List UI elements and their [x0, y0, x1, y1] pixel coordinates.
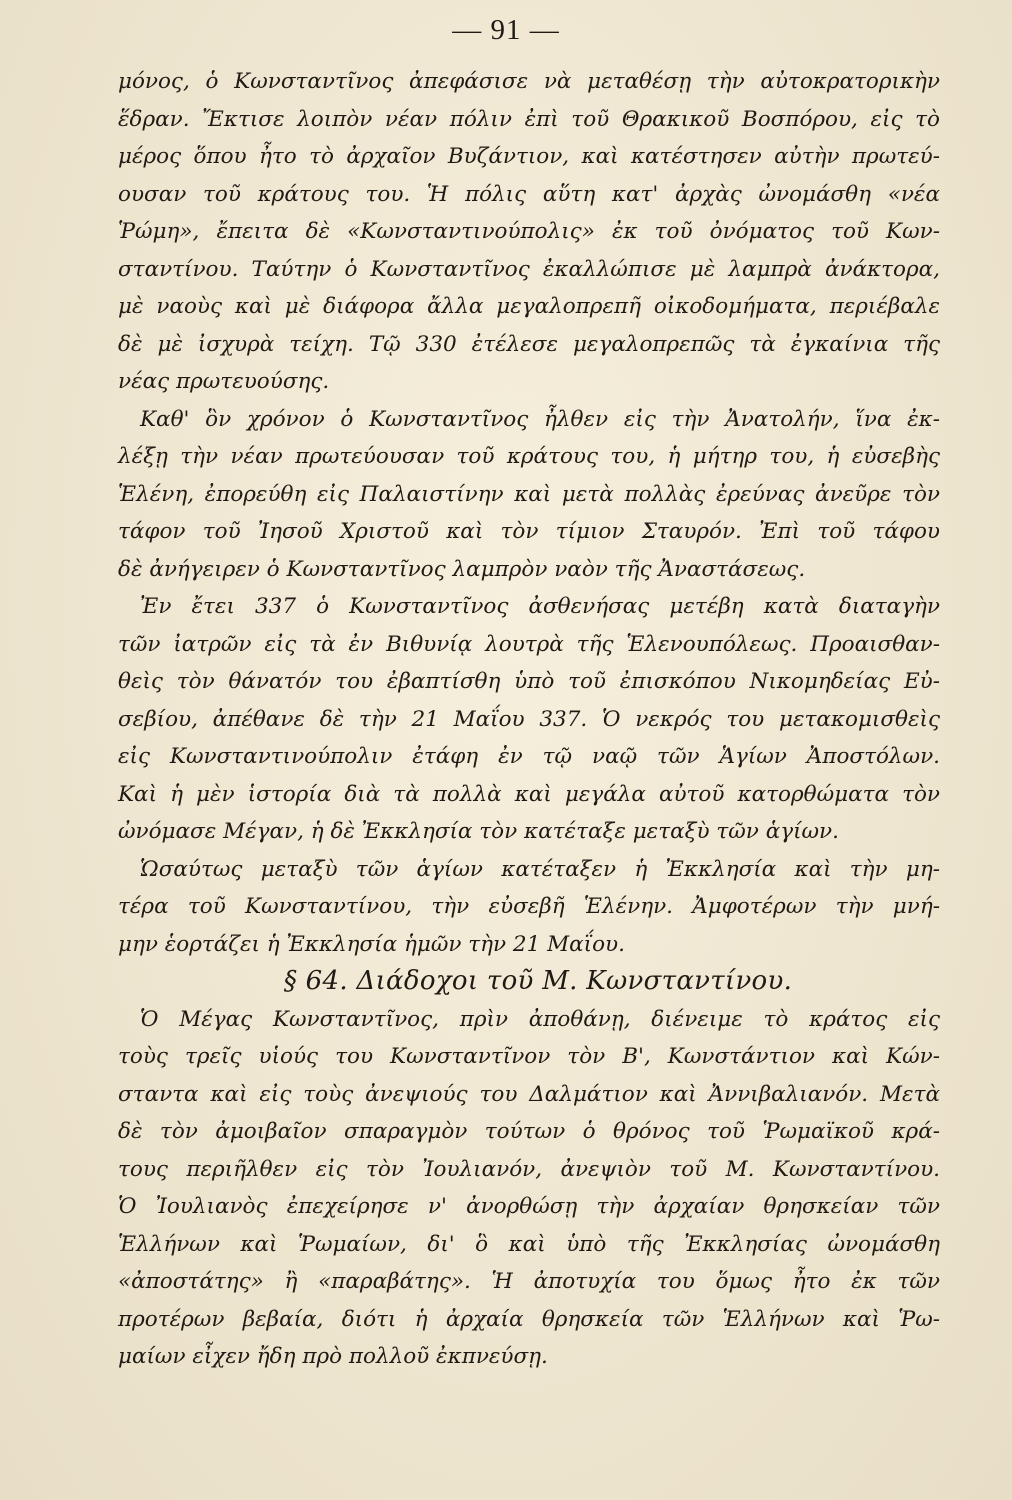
text-line: προτέρων βεβαία, διότι ἡ ἀρχαία θρησκεία τῶν Ἑλλήνων καὶ Ῥω-	[118, 1306, 940, 1332]
text-line: δὲ τὸν ἀμοιβαῖον σπαραγμὸν τούτων ὁ θρόνος τοῦ Ῥωμαϊκοῦ κρά-	[118, 1119, 940, 1144]
page-number: — 91 —	[452, 14, 560, 46]
text-line: δὲ ἀνήγειρεν ὁ Κωνσταντῖνος λαμπρὸν ναὸν τῆς Ἀναστάσεως.	[118, 556, 806, 582]
text-line: μὲ ναοὺς καὶ μὲ διάφορα ἄλλα μεγαλοπρεπῆ οἰκοδομήματα, περιέβαλε	[118, 294, 940, 319]
text-line: νέας πρωτευούσης.	[118, 369, 330, 394]
text-line: σταντα καὶ εἰς τοὺς ἀνεψιούς του Δαλμάτιον καὶ Ἀννιβαλιανόν. Μετὰ	[118, 1081, 940, 1107]
paragraph-start: Καθ' ὃν χρόνον ὁ Κωνσταντῖνος ἦλθεν εἰς τὴν Ἀνατολήν, ἵνα ἐκ-	[140, 406, 940, 432]
text-line: Ὁ Ἰουλιανὸς ἐπεχείρησε ν' ἀνορθώσῃ τὴν ἀρχαίαν θρησκείαν τῶν	[118, 1194, 940, 1219]
text-line: τῶν ἰατρῶν εἰς τὰ ἐν Βιθυνίᾳ λουτρὰ τῆς Ἑλενουπόλεως. Προαισθαν-	[118, 631, 940, 657]
paragraph-start: Ὁ Μέγας Κωνσταντῖνος, πρὶν ἀποθάνῃ, διένειμε τὸ κράτος εἰς	[140, 1006, 940, 1032]
text-line: τάφον τοῦ Ἰησοῦ Χριστοῦ καὶ τὸν τίμιον Σταυρόν. Ἐπὶ τοῦ τάφου	[118, 519, 940, 544]
text-line: σταντίνου. Ταύτην ὁ Κωνσταντῖνος ἐκαλλώπισε μὲ λαμπρὰ ἀνάκτορα,	[118, 256, 940, 282]
page-text	[118, 63, 940, 1376]
text-line: μαίων εἶχεν ἤδη πρὸ πολλοῦ ἐκπνεύσῃ.	[118, 1344, 548, 1369]
text-line: λέξῃ τὴν νέαν πρωτεύουσαν τοῦ κράτους του, ἡ μήτηρ του, ἡ εὐσεβὴς	[118, 444, 940, 469]
paragraph-start: Ἐν ἔτει 337 ὁ Κωνσταντῖνος ἀσθενήσας μετέβη κατὰ διαταγὴν	[140, 594, 940, 619]
text-line: Ἑλλήνων καὶ Ῥωμαίων, δι' ὃ καὶ ὑπὸ τῆς Ἐκκλησίας ὠνομάσθη	[118, 1231, 940, 1257]
text-line: ουσαν τοῦ κράτους του. Ἡ πόλις αὕτη κατ' ἀρχὰς ὠνομάσθη «νέα	[118, 181, 940, 207]
text-line: σεβίου, ἀπέθανε δὲ τὴν 21 Μαΐου 337. Ὁ νεκρός του μετακομισθεὶς	[118, 706, 940, 732]
text-line: ὠνόμασε Μέγαν, ἡ δὲ Ἐκκλησία τὸν κατέταξε μεταξὺ τῶν ἁγίων.	[118, 819, 839, 844]
text-line: Ἑλένη, ἐπορεύθη εἰς Παλαιστίνην καὶ μετὰ πολλὰς ἐρεύνας ἀνεῦρε τὸν	[118, 481, 940, 507]
text-line: Ῥώμη», ἔπειτα δὲ «Κωνσταντινούπολις» ἐκ τοῦ ὀνόματος τοῦ Κων-	[118, 219, 940, 244]
text-line: μην ἑορτάζει ἡ Ἐκκλησία ἡμῶν τὴν 21 Μαΐου.	[118, 931, 625, 957]
text-line: μόνος, ὁ Κωνσταντῖνος ἀπεφάσισε νὰ μεταθέσῃ τὴν αὐτοκρατορικὴν	[118, 69, 940, 94]
paragraph-start: Ὡσαύτως μεταξὺ τῶν ἁγίων κατέταξεν ἡ Ἐκκλησία καὶ τὴν μη-	[140, 856, 940, 882]
text-line: Καὶ ἡ μὲν ἱστορία διὰ τὰ πολλὰ καὶ μεγάλα αὐτοῦ κατορθώματα τὸν	[118, 781, 940, 807]
text-line: δὲ μὲ ἰσχυρὰ τείχη. Τῷ 330 ἐτέλεσε μεγαλοπρεπῶς τὰ ἐγκαίνια τῆς	[118, 331, 940, 357]
text-line: τέρα τοῦ Κωνσταντίνου, τὴν εὐσεβῆ Ἑλένην. Ἀμφοτέρων τὴν μνή-	[118, 894, 940, 919]
text-line: ἕδραν. Ἔκτισε λοιπὸν νέαν πόλιν ἐπὶ τοῦ Θρακικοῦ Βοσπόρου, εἰς τὸ	[118, 106, 940, 132]
text-line: τοὺς τρεῖς υἱούς του Κωνσταντῖνον τὸν Β', Κωνστάντιον καὶ Κών-	[118, 1044, 940, 1069]
section-heading: § 64. Διάδοχοι τοῦ Μ. Κωνσταντίνου.	[283, 966, 793, 996]
text-line: θεὶς τὸν θάνατόν του ἐβαπτίσθη ὑπὸ τοῦ ἐπισκόπου Νικομηδείας Εὐ-	[118, 669, 940, 694]
text-line: εἰς Κωνσταντινούπολιν ἐτάφη ἐν τῷ ναῷ τῶν Ἁγίων Ἀποστόλων.	[118, 744, 940, 769]
text-line: «ἀποστάτης» ἢ «παραβάτης». Ἡ ἀποτυχία του ὅμως ἦτο ἐκ τῶν	[118, 1269, 940, 1294]
text-line: μέρος ὅπου ἦτο τὸ ἀρχαῖον Βυζάντιον, καὶ κατέστησεν αὐτὴν πρωτεύ-	[118, 144, 940, 169]
text-line: τους περιῆλθεν εἰς τὸν Ἰουλιανόν, ἀνεψιὸν τοῦ Μ. Κωνσταντίνου.	[118, 1156, 940, 1182]
